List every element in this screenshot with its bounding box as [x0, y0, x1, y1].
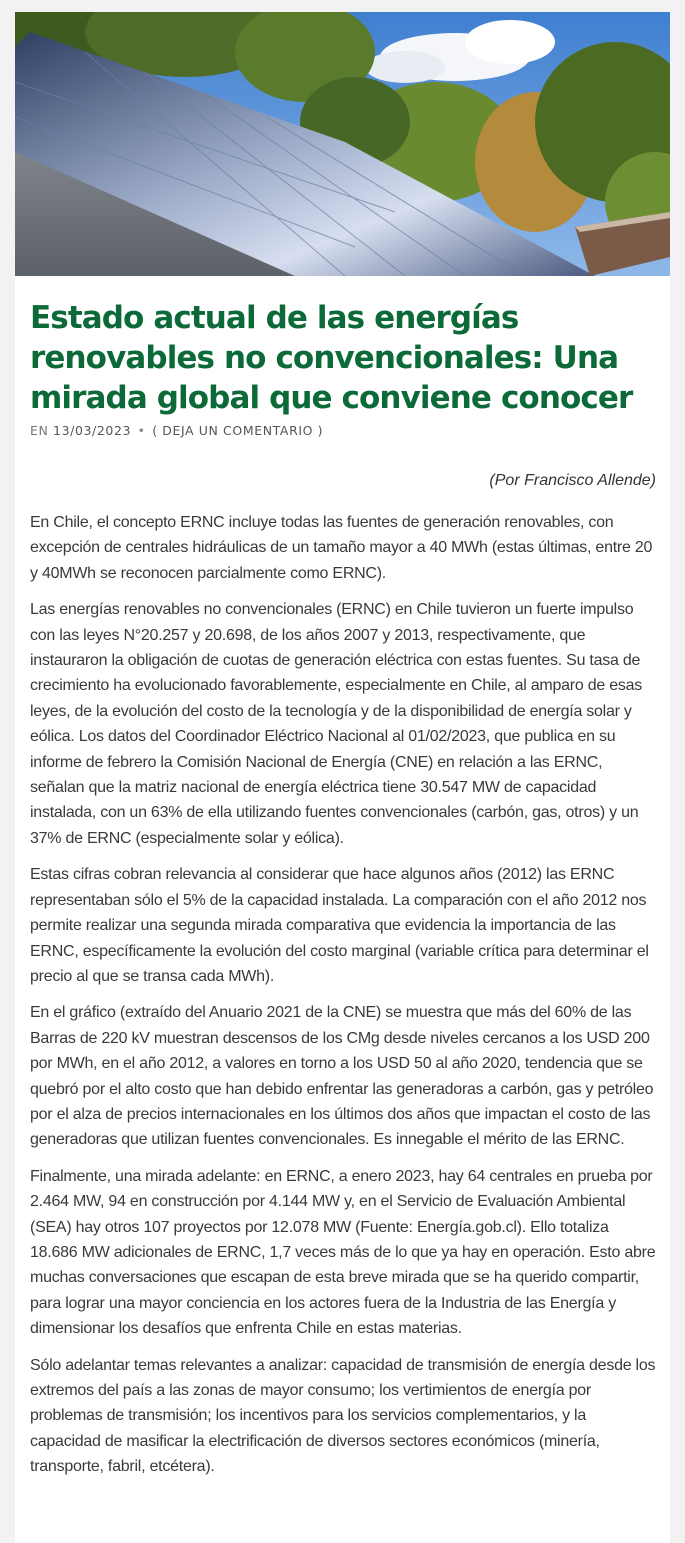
leave-comment-link[interactable]: ( DEJA UN COMENTARIO ): [152, 423, 324, 438]
paragraph: Finalmente, una mirada adelante: en ERNC, a enero 2023, hay 64 centrales en prueba por 2.464 MW, 94 en construcción por 4.144 MW y, en el Servicio de Evaluación Ambiental (SEA) hay otros 107 proyectos por 12.078 MW (Fuente: Energía.gob.cl). Ello totaliza 18.686 MW adicionales de ERNC, 1,7 veces más de lo que ya hay en operación. Esto abre muchas conversaciones que escapan de esta breve mirada que se ha querido compartir, para lograr una mayor conciencia en los actores fuera de la Industria de las Energía y dimensionar los desafíos que enfrenta Chile en estas materias.: [30, 1167, 656, 1338]
article-card: [15, 12, 670, 1543]
article-meta: [30, 423, 323, 438]
meta-separator: •: [137, 423, 146, 438]
author-byline: (Por Francisco Allende): [489, 472, 656, 489]
publish-date: 13/03/2023: [53, 423, 132, 438]
meta-prefix: EN: [30, 423, 49, 438]
article-body: [30, 510, 658, 1491]
paragraph: Las energías renovables no convencionales (ERNC) en Chile tuvieron un fuerte impulso con las leyes N°20.257 y 20.698, de los años 2007 y 2013, respectivamente, que instauraron la obligación de cuotas de generación eléctrica con estas fuentes. Su tasa de crecimiento ha evolucionado favorablemente, especialmente en Chile, al amparo de esas leyes, de la evolución del costo de la tecnología y de la disponibilidad de energía solar y eólica. Los datos del Coordinador Eléctrico Nacional al 01/02/2023, que publica en su informe de febrero la Comisión Nacional de Energía (CNE) en relación a las ERNC, señalan que la matriz nacional de energía eléctrica tiene 30.547 MW de capacidad instalada, con un 63% de ella utilizando fuentes convencionales (carbón, gas, otros) y un 37% de ERNC (especialmente solar y eólica).: [30, 601, 643, 847]
article-title: Estado actual de las energías renovables no convencionales: Una mirada global que conviene conocer: [30, 300, 633, 416]
paragraph: Estas cifras cobran relevancia al considerar que hace algunos años (2012) las ERNC representaban sólo el 5% de la capacidad instalada. La comparación con el año 2012 nos permite realizar una segunda mirada comparativa que evidencia la importancia de las ERNC, específicamente la evolución del costo marginal (variable crítica para determinar el precio al que se transa cada MWh).: [30, 866, 649, 985]
hero-image-solar-panels: [15, 12, 670, 276]
paragraph: En Chile, el concepto ERNC incluye todas las fuentes de generación renovables, con excepción de centrales hidráulicas de un tamaño mayor a 40 MWh (estas últimas, entre 20 y 40MWh se reconocen parcialmente como ERNC).: [30, 514, 653, 582]
paragraph: Sólo adelantar temas relevantes a analizar: capacidad de transmisión de energía desde los extremos del país a las zonas de mayor consumo; los vertimientos de energía por problemas de transmisión; los incentivos para los servicios complementarios, y la capacidad de masificar la electrificación de diversos sectores económicos (minería, transporte, fabril, etcétera).: [30, 1356, 656, 1476]
paragraph: En el gráfico (extraído del Anuario 2021 de la CNE) se muestra que más del 60% de las Barras de 220 kV muestran descensos de los CMg desde niveles cercanos a los USD 200 por MWh, en el año 2012, a valores en torno a los USD 50 al año 2020, tendencia que se quebró por el alto costo que han debido enfrentar las generadoras a carbón, gas y petróleo por el alza de precios internacionales en los últimos dos años que impactan el costo de las generadoras que utilizan fuentes convencionales. Es innegable el mérito de las ERNC.: [30, 1004, 654, 1149]
